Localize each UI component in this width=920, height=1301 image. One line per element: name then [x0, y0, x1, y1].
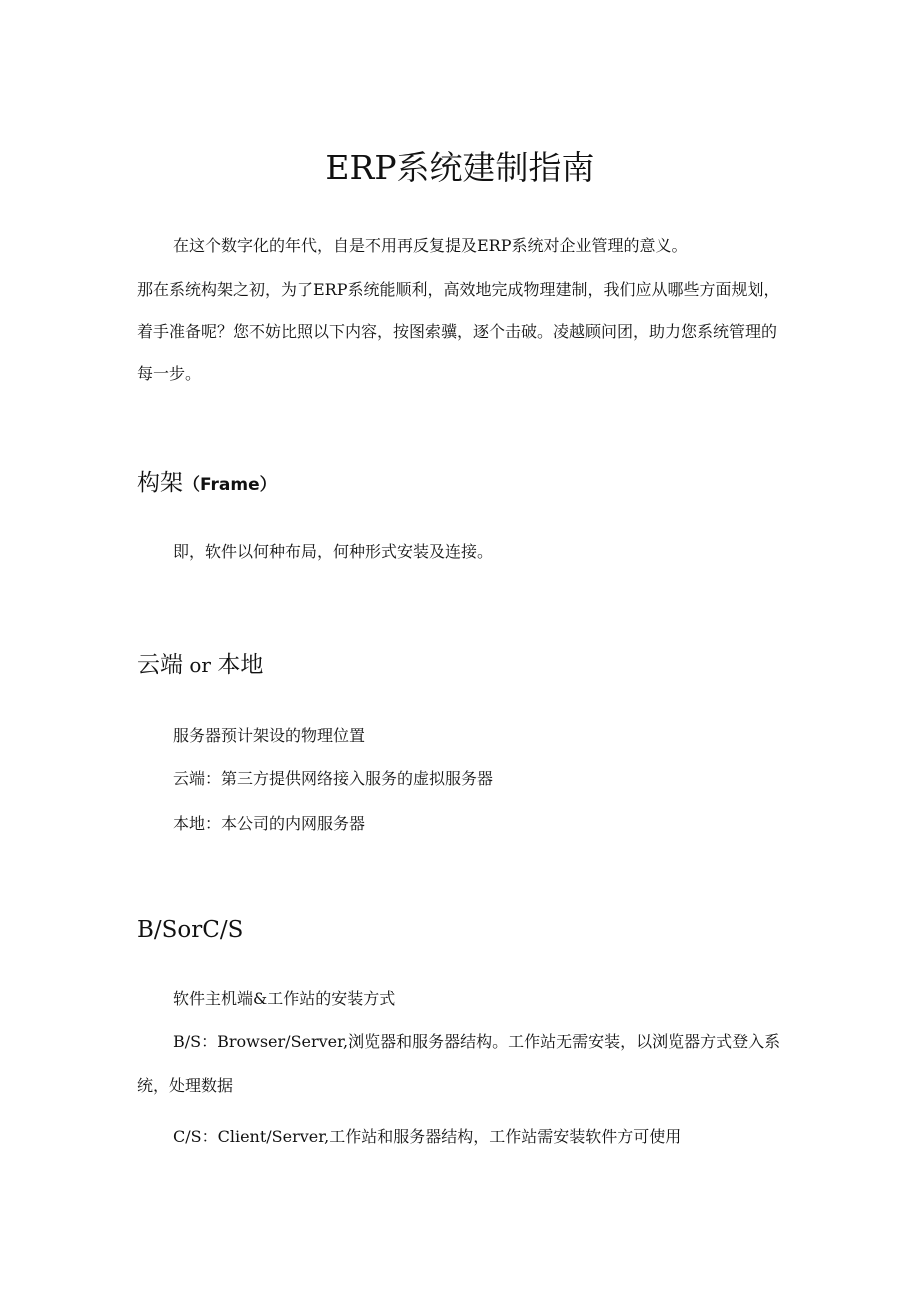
cloud-heading-or: or	[189, 653, 211, 677]
bs-line-1: 软件主机端&工作站的安装方式	[173, 989, 396, 1008]
section-heading-cloud-or-local	[137, 650, 263, 680]
intro-paragraph-1: 在这个数字化的年代，自是不用再反复提及ERP系统对企业管理的意义。	[173, 236, 688, 255]
frame-heading-main: 构架	[137, 470, 183, 496]
document-title: ERP系统建制指南	[325, 148, 595, 187]
bs-line-2: B/S：Browser/Server,浏览器和服务器结构。工作站无需安装，以浏览器方式登入系统，处理数据	[137, 1032, 781, 1095]
frame-description: 即，软件以何种布局，何种形式安装及连接。	[173, 542, 494, 561]
cloud-line-3: 本地：本公司的内网服务器	[173, 814, 366, 833]
cloud-line-1: 服务器预计架设的物理位置	[173, 726, 366, 745]
section-heading-bs-cs: B/SorC/S	[137, 917, 244, 943]
section-heading-frame	[137, 468, 277, 500]
cloud-line-2: 云端：第三方提供网络接入服务的虚拟服务器	[173, 769, 494, 788]
intro-paragraph-2: 那在系统构架之初，为了ERP系统能顺利，高效地完成物理建制，我们应从哪些方面规划，着手准备呢？您不妨比照以下内容，按图索骥，逐个击破。凌越顾问团，助力您系统管理的每一步。	[137, 280, 780, 383]
frame-heading-paren: （Frame）	[183, 475, 277, 495]
cloud-heading-b: 本地	[217, 652, 264, 678]
cloud-heading-a: 云端	[137, 652, 183, 678]
bs-line-3: C/S：Client/Server,工作站和服务器结构，工作站需安装软件方可使用	[173, 1127, 682, 1146]
